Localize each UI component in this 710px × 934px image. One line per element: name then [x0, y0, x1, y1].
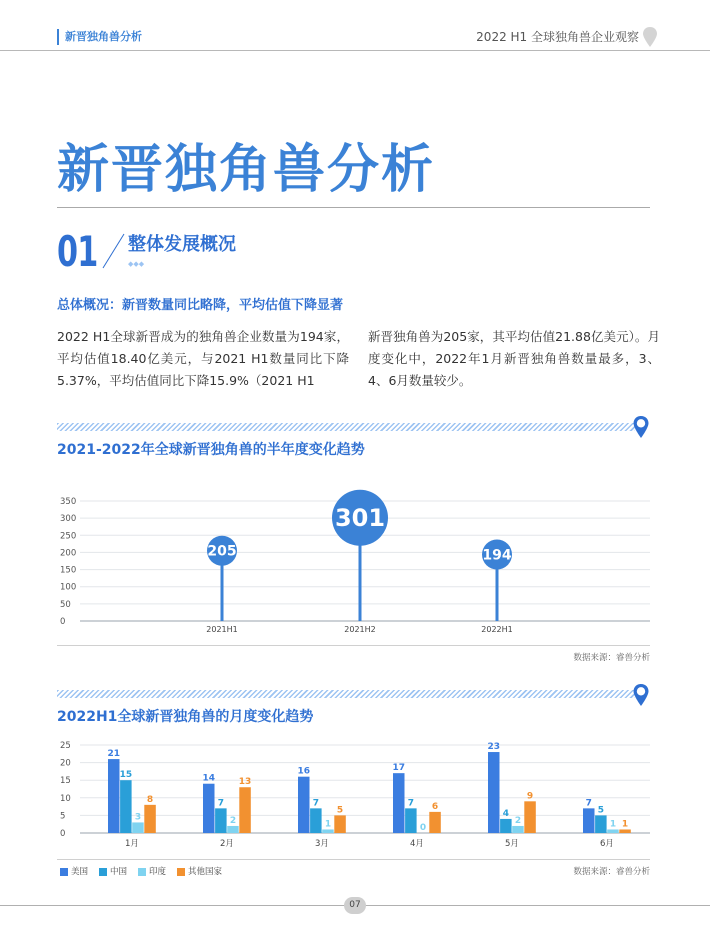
y-tick-label: 250 [60, 531, 77, 542]
bar [239, 787, 251, 833]
page-title: 新晋独角兽分析 [57, 140, 436, 200]
y-tick-label: 300 [60, 514, 77, 525]
section-number: 01 [57, 227, 98, 276]
bar [132, 822, 144, 833]
bar [512, 826, 524, 833]
summary-text-left: 2022 H1全球新晋成为的独角兽企业数量为194家，平均估值18.40亿美元，与2021 H1数量同比下降5.37%，平均估值同比下降15.9%（2021 H1 [57, 329, 349, 388]
legend-swatch [177, 868, 185, 876]
bar [144, 805, 156, 833]
legend-item [60, 866, 88, 878]
y-tick-label: 50 [60, 599, 71, 610]
chart1-title: 2021-2022年全球新晋独角兽的半年度变化趋势 [57, 442, 365, 458]
data-label: 7 [217, 798, 224, 809]
bar [607, 829, 619, 833]
bar [108, 759, 120, 833]
chart2-title: 2022H1全球新晋独角兽的月度变化趋势 [57, 709, 314, 725]
y-tick-label: 0 [60, 829, 66, 839]
summary-heading: 总体概况：新晋数量同比略降，平均估值下降显著 [57, 298, 344, 313]
chart2-source: 数据来源：睿兽分析 [573, 867, 650, 877]
bar [583, 808, 595, 833]
data-label: 6 [431, 801, 439, 812]
y-tick-label: 25 [60, 741, 71, 751]
bar [227, 826, 239, 833]
x-tick-label: 1月 [124, 839, 139, 849]
header-report-title: 2022 H1 全球独角兽企业观察 [476, 30, 639, 44]
legend-swatch [138, 868, 146, 876]
data-label: 301 [334, 503, 386, 532]
monthly-chart [0, 730, 710, 855]
data-label: 16 [297, 766, 311, 777]
legend-item [99, 866, 127, 878]
chart1-striped-banner [57, 423, 635, 431]
y-tick-label: 150 [60, 565, 77, 576]
legend-item [138, 866, 166, 878]
legend-label: 中国 [110, 867, 128, 877]
x-tick-label: 2021H1 [206, 625, 238, 634]
bar [595, 815, 607, 833]
section-slash-decoration [100, 232, 126, 270]
x-tick-label: 2021H2 [344, 625, 376, 634]
page-number: 07 [344, 897, 366, 914]
data-label: 5 [597, 805, 604, 816]
data-label: 2 [229, 815, 237, 826]
header-section-label: 新晋独角兽分析 [57, 29, 142, 45]
bar [322, 829, 334, 833]
bar [203, 784, 215, 833]
data-label: 0 [419, 823, 427, 833]
bar [405, 808, 417, 833]
data-label: 205 [207, 543, 237, 560]
data-label: 13 [238, 777, 252, 788]
bar [429, 812, 441, 833]
data-label: 17 [392, 763, 406, 774]
data-label: 7 [585, 798, 592, 809]
chart2-bottom-divider [57, 859, 650, 860]
data-label: 2 [514, 815, 522, 826]
bar [393, 773, 405, 833]
legend-label: 美国 [71, 867, 89, 877]
x-tick-label: 5月 [504, 839, 519, 849]
chart1-source: 数据来源：睿兽分析 [573, 653, 650, 663]
data-label: 7 [312, 798, 319, 809]
bar [524, 801, 536, 833]
bar [334, 815, 346, 833]
location-pin-icon [632, 683, 650, 707]
location-pin-icon [632, 415, 650, 439]
legend-label: 其他国家 [188, 867, 223, 877]
data-label: 194 [482, 547, 512, 564]
x-tick-label: 4月 [409, 839, 424, 849]
legend-swatch [99, 868, 107, 876]
y-tick-label: 100 [60, 582, 77, 593]
data-label: 14 [202, 773, 216, 784]
bar [500, 819, 512, 833]
legend-swatch [60, 868, 68, 876]
header-divider [0, 50, 710, 51]
data-label: 15 [119, 770, 133, 781]
summary-text-right: 新晋独角兽为205家，其平均估值21.88亿美元）。月度变化中，2022年1月新晋独角兽数量最多，3、4、6月数量较少。 [368, 329, 660, 388]
data-label: 8 [146, 794, 154, 805]
bar [488, 752, 500, 833]
half-year-chart [0, 462, 710, 642]
data-label: 21 [107, 749, 121, 760]
y-tick-label: 200 [60, 548, 77, 559]
data-label: 9 [526, 791, 534, 802]
location-pin-icon [642, 26, 658, 48]
y-tick-label: 5 [60, 811, 66, 822]
y-tick-label: 15 [60, 776, 71, 787]
bar [215, 808, 227, 833]
data-label: 1 [324, 819, 332, 830]
bar [120, 780, 132, 833]
data-label: 1 [609, 819, 617, 830]
x-tick-label: 3月 [314, 839, 329, 849]
x-tick-label: 2月 [219, 839, 234, 849]
bar [310, 808, 322, 833]
title-divider [57, 207, 650, 208]
y-tick-label: 0 [60, 617, 66, 627]
x-tick-label: 6月 [599, 839, 614, 849]
x-tick-label: 2022H1 [481, 625, 513, 634]
bar [619, 829, 631, 833]
data-label: 5 [336, 805, 344, 816]
chart2-striped-banner [57, 690, 635, 698]
data-label: 7 [407, 798, 414, 809]
bar [298, 777, 310, 833]
section-title: 整体发展概况 [128, 234, 236, 255]
data-label: 1 [621, 819, 629, 830]
legend-label: 印度 [149, 867, 167, 877]
chart1-bottom-divider [57, 645, 650, 646]
y-tick-label: 350 [60, 497, 77, 507]
y-tick-label: 10 [60, 793, 71, 804]
y-tick-label: 20 [60, 758, 71, 769]
data-label: 3 [134, 812, 142, 823]
section-diamond-icons: ◆◆◆ [128, 260, 145, 268]
data-label: 4 [502, 808, 509, 819]
data-label: 23 [487, 742, 501, 753]
chart2-legend [60, 866, 222, 878]
legend-item [177, 866, 222, 878]
